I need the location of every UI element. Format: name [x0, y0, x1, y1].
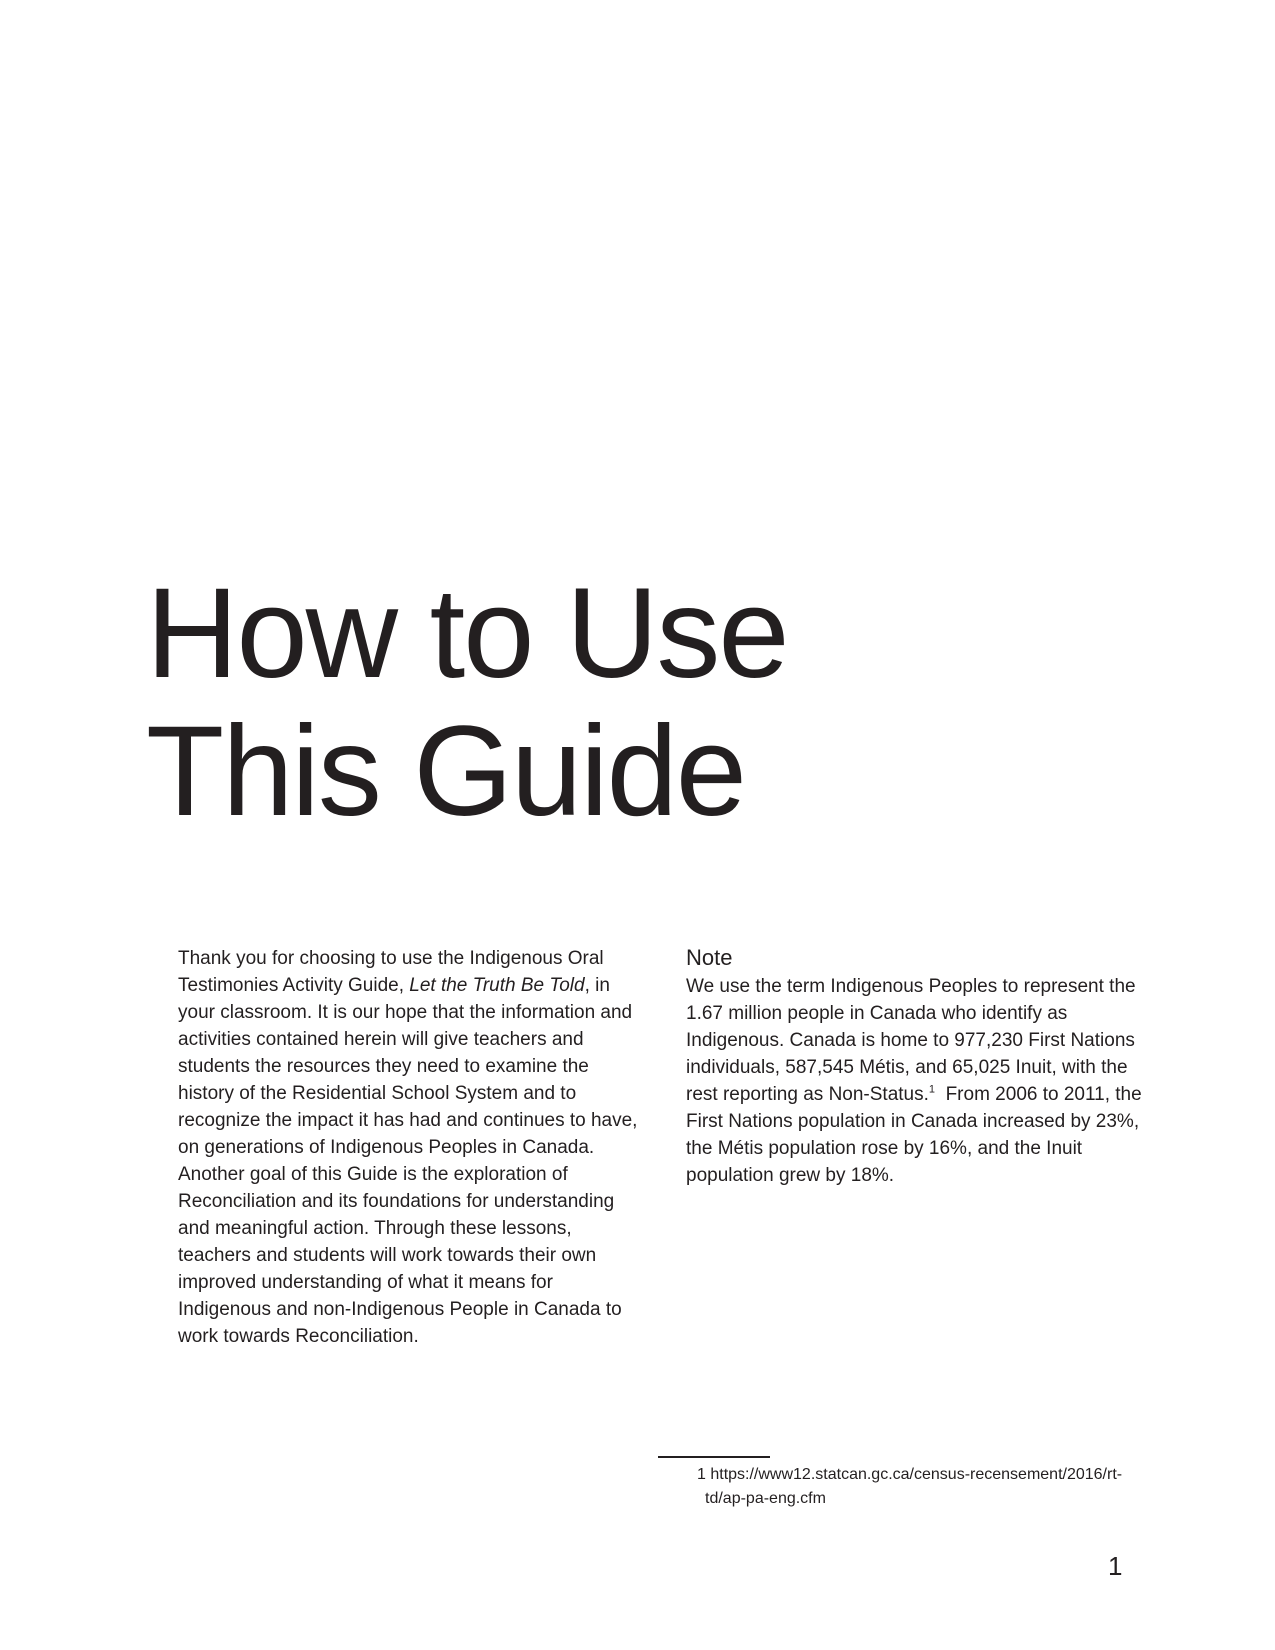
- guide-title-italic: Let the Truth Be Told: [409, 975, 585, 996]
- note-body: [686, 973, 1146, 1189]
- note-text-start: We use the term Indigenous Peoples to represent the 1.67 million people in Canada who identify as Indigenous. Canada is home to 977,230 First Nations individuals, 587,545 Métis, and 65,025 Inuit, with the rest reporting as Non-Status.: [686, 976, 1136, 1105]
- footnote-divider: [658, 1456, 770, 1458]
- intro-text-end: , in your classroom. It is our hope that the information and activities contained herein will give teachers and students the resources they need to examine the history of the Residential School System and to recognize the impact it has had and continues to have, on generations of Indigenous Peoples in Canada. Another goal of this Guide is the exploration of Reconciliation and its foundations for understanding and meaningful action. Through these lessons, teachers and students will work towards their own improved understanding of what it means for Indigenous and non-Indigenous People in Canada to work towards Reconciliation.: [178, 975, 638, 1347]
- page-title: [146, 562, 788, 843]
- page-number: 1: [1108, 1551, 1123, 1581]
- page-title-line-2: This Guide: [146, 700, 745, 843]
- intro-text-start: Thank you for choosing to use the Indigenous Oral Testimonies Activity Guide,: [178, 948, 604, 996]
- note-heading: Note: [686, 945, 733, 970]
- note-text-end: From 2006 to 2011, the First Nations population in Canada increased by 23%, the Métis population rose by 16%, and the Inuit population grew by 18%.: [686, 1084, 1147, 1186]
- footnote-reference: 1: [928, 1083, 936, 1096]
- intro-paragraph: [178, 945, 638, 1350]
- footnote: 1 https://www12.statcan.gc.ca/census-recensement/2016/rt-td/ap-pa-eng.cfm: [697, 1466, 1123, 1507]
- page-title-line-1: How to Use: [146, 562, 788, 705]
- note-section: [686, 943, 1146, 1189]
